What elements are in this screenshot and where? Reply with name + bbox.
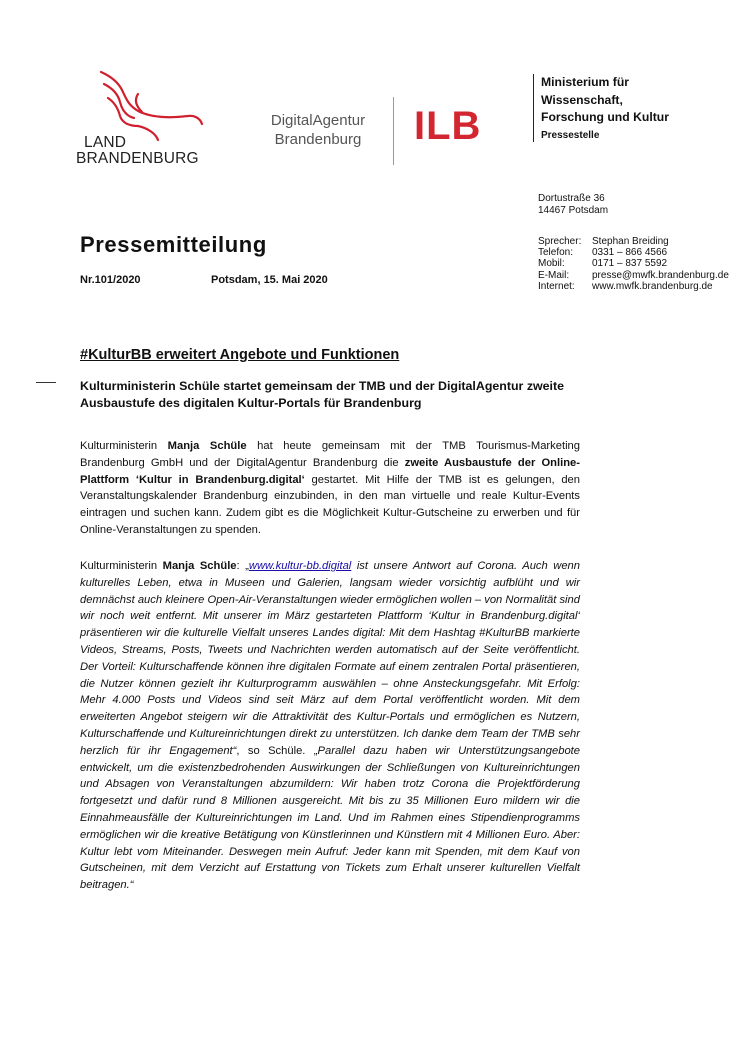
- contact-label: Sprecher:: [538, 236, 582, 247]
- ilb-logo: ILB: [414, 104, 482, 148]
- text: Kulturministerin: [80, 560, 163, 572]
- contact-row: [538, 247, 729, 258]
- contact-row: [538, 281, 729, 292]
- bold-name: Manja Schüle: [167, 440, 247, 452]
- address-city: 14467 Potsdam: [538, 205, 609, 216]
- red-eagle-icon: [96, 70, 206, 142]
- text: Kulturministerin: [80, 440, 168, 452]
- digitalagentur-line2: Brandenburg: [274, 131, 362, 148]
- subheadline: Kulturministerin Schüle startet gemeinsam der TMB und der DigitalAgentur zweite Ausbaustufe des digitalen Kultur-Portals für Brandenburg: [80, 379, 564, 410]
- digitalagentur-line1: DigitalAgentur: [270, 112, 366, 129]
- margin-mark: [36, 382, 56, 383]
- digitalagentur-logo: [258, 111, 378, 149]
- place-date: Potsdam, 15. Mai 2020: [211, 274, 328, 286]
- contact-label: Telefon:: [538, 247, 574, 259]
- press-office: Pressestelle: [541, 129, 600, 141]
- contact-website[interactable]: www.mwfk.brandenburg.de: [592, 280, 713, 292]
- text: hat heute gemeinsam mit der TMB Tourismus-Marketing Brandenburg GmbH und der DigitalAgentur Brandenburg die: [80, 440, 581, 469]
- headline: #KulturBB erweitert Angebote und Funktionen: [80, 347, 400, 363]
- logo-divider: [393, 97, 394, 165]
- contact-row: [538, 236, 729, 247]
- contact-value: 0171 – 837 5592: [592, 258, 668, 270]
- contact-label: E-Mail:: [538, 269, 570, 281]
- contact-email[interactable]: presse@mwfk.brandenburg.de: [592, 269, 729, 281]
- contact-value: Stephan Breiding: [592, 236, 669, 247]
- text: gestartet. Mit Hilfe der TMB ist es gelungen, den Veranstaltungskalender Brandenburg einzubinden, in den man virtuelle und reale Kultur-Events eintragen und suchen kann. Zudem gibt es die Möglichkeit Kultur-Gutscheine zu erwerben und für Online-Veranstaltungen zu spenden.: [80, 473, 580, 536]
- quote-text: Parallel dazu haben wir Unterstützungsangebote entwickelt, um die existenzbedrohenden Auswirkungen der Schließungen von Kultureinrichtungen und Absagen von Veranstaltungen abzumildern: Wir haben trotz Corona die Projektförderung fortgesetzt und dafür rund 8 Millionen ausgereicht. Mit bis zu 35 Millionen Euro mildern wir die Einnahmeausfälle der Kultureinrichtungen im Land. Und im Rahmen eines Stipendienprogramms ermöglichen wir die kreative Betätigung von Künstlerinnen und Künstlern mit 4 Millionen Euro. Aber: Kultur lebt vom Miteinander. Deswegen mein Aufruf: Jeder kann mit Spenden, mit dem Kauf von Gutscheinen, mit dem Verzicht auf Erstattung von Tickets zum Erhalt unserer kulturellen Vielfalt beitragen.“: [80, 744, 580, 892]
- contact-list: [538, 236, 729, 292]
- contact-label: Mobil:: [538, 258, 565, 270]
- paragraph-intro: [80, 438, 580, 539]
- portal-link[interactable]: www.kultur-bb.digital: [248, 560, 352, 572]
- contact-row: [538, 258, 729, 269]
- contact-value: 0331 – 866 4566: [592, 247, 668, 259]
- address: [538, 193, 608, 217]
- bold-text: zweite Ausbaustufe der Online-Plattform ‘Kultur in Brandenburg.digital‘: [80, 456, 580, 486]
- bold-name: Manja Schüle: [162, 560, 237, 572]
- contact-label: Internet:: [538, 280, 575, 292]
- press-release-number: Nr.101/2020: [80, 274, 141, 286]
- ministry-line3: Forschung und Kultur: [541, 110, 669, 124]
- text: : „: [236, 560, 249, 572]
- land-brandenburg-logo: [76, 70, 216, 180]
- address-street: Dortustraße 36: [538, 193, 605, 204]
- contact-row: [538, 270, 729, 281]
- ministry-line2: Wissenschaft,: [541, 92, 623, 107]
- page-title: Pressemitteilung: [80, 232, 267, 257]
- ministry-line1: Ministerium für: [541, 75, 630, 89]
- brandenburg-text: BRANDENBURG: [76, 150, 199, 167]
- paragraph-quote: [80, 558, 580, 894]
- quote-text: ist unsere Antwort auf Corona. Auch wenn kulturelles Leben, etwa in Museen und Galerien, langsam wieder vorsichtig aufblüht und wir demnächst auch kleinere Open-Air-Veranstaltungen wieder ermöglichen wollen – von Normalität sind wir noch weit entfernt. Mit unserer im März gestarteten Plattform ‘Kultur in Brandenburg.digital‘ präsentieren wir die kulturelle Vielfalt unseres Landes digital: Mit dem Hashtag #KulturBB markierte Videos, Streams, Posts, Tweets und Nachrichten werden automatisch auf der Seite veröffentlicht. Der Vorteil: Kulturschaffende können ihre digitalen Formate auf einem zentralen Portal präsentieren, die Nutzer können gezielt ihr Kulturprogramm auswählen – ohne Ansteckungsgefahr. Mit Erfolg: Mehr 4.000 Posts und Videos sind seit März auf dem Portal veröffentlicht worden. Mit dem erweiterten Angebot steigern wir die Attraktivität des Kultur-Portals und ermöglichen es Nutzern, Kulturschaffende und Kultureinrichtungen direkt zu unterstützen. Ich danke dem Team der TMB sehr herzlich für ihr Engagement“: [80, 560, 580, 757]
- land-brandenburg-wordmark: [76, 135, 199, 167]
- text: , so Schüle. „: [236, 744, 318, 757]
- ministry-block: [533, 74, 741, 142]
- land-text: LAND: [84, 134, 127, 151]
